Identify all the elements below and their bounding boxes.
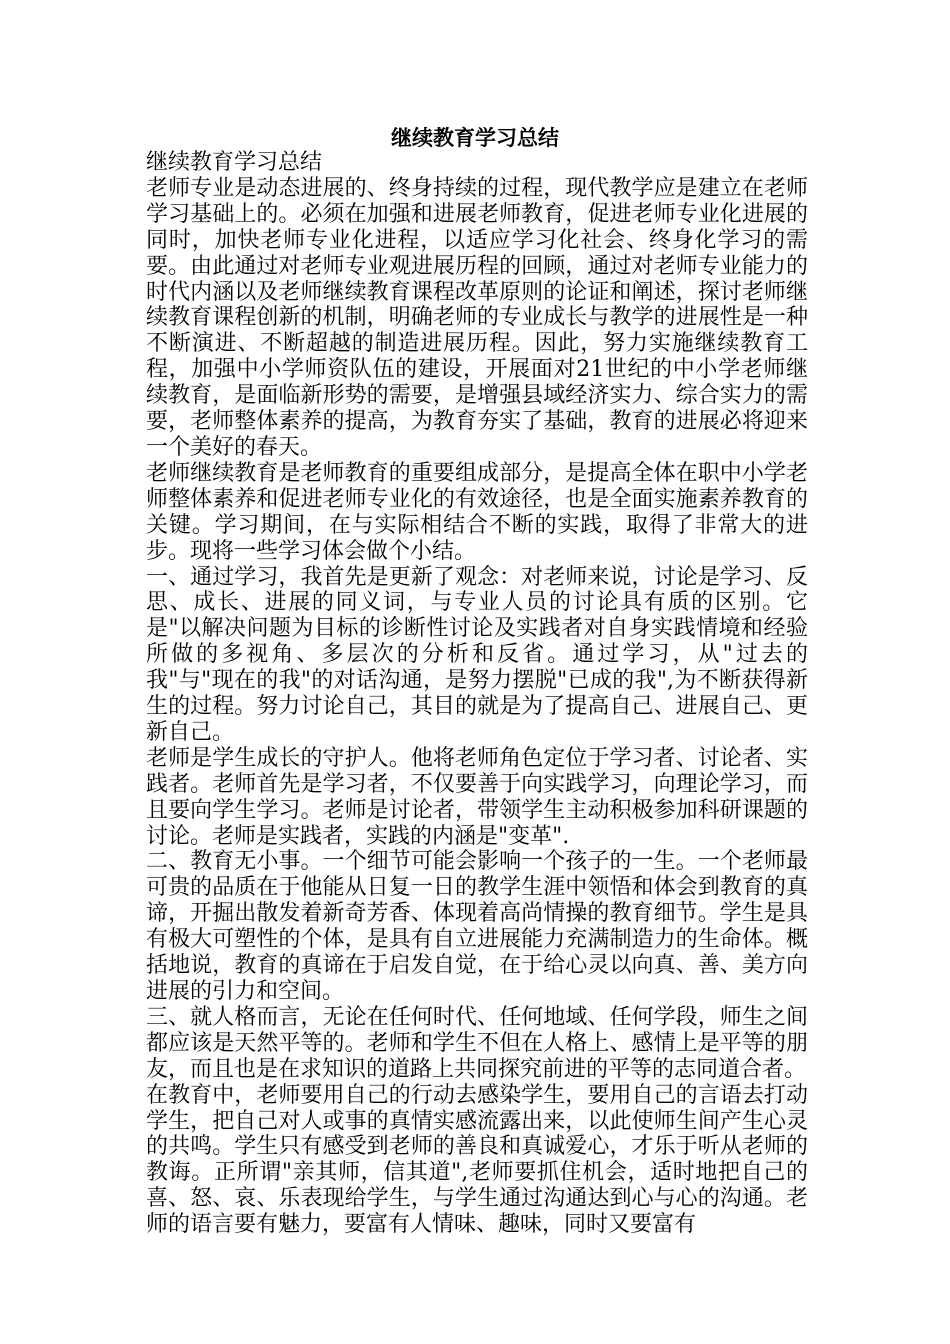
document-title: 继续教育学习总结 (391, 126, 559, 150)
body-paragraph: 继续教育学习总结 (146, 150, 323, 175)
document-body (146, 150, 808, 1238)
body-paragraph: 老师继续教育是老师教育的重要组成部分，是提高全体在职中小学老师整体素养和促进老师专业化的有效途径，也是全面实施素养教育的关键。学习期间，在与实际相结合不断的实践，取得了非常大的进步。现将一些学习体会做个小结。 (146, 460, 808, 564)
body-paragraph: 老师是学生成长的守护人。他将老师角色定位于学习者、讨论者、实践者。老师首先是学习者，不仅要善于向实践学习，向理论学习，而且要向学生学习。老师是讨论者，带领学生主动积极参加科研课题的讨论。老师是实践者，实践的内涵是"变革". (146, 745, 808, 849)
body-paragraph: 三、就人格而言，无论在任何时代、任何地域、任何学段，师生之间都应该是天然平等的。老师和学生不但在人格上、感情上是平等的朋友，而且也是在求知识的道路上共同探究前进的平等的志同道合者。 (146, 1004, 808, 1082)
body-paragraph: 二、教育无小事。一个细节可能会影响一个孩子的一生。一个老师最可贵的品质在于他能从日复一日的教学生涯中领悟和体会到教育的真谛，开掘出散发着新奇芳香、体现着高尚情操的教育细节。学生是具有极大可塑性的个体，是具有自立进展能力充满制造力的生命体。概括地说，教育的真谛在于启发自觉，在于给心灵以向真、善、美方向进展的引力和空间。 (146, 849, 808, 1004)
body-paragraph: 在教育中，老师要用自己的行动去感染学生，要用自己的言语去打动学生，把自己对人或事的真情实感流露出来，以此使师生间产生心灵的共鸣。学生只有感受到老师的善良和真诚爱心，才乐于听从老师的教诲。正所谓"亲其师，信其道",老师要抓住机会，适时地把自己的喜、怒、哀、乐表现给学生，与学生通过沟通达到心与心的沟通。老师的语言要有魅力，要富有人情味、趣味，同时又要富有 (146, 1082, 808, 1238)
body-paragraph: 一、通过学习，我首先是更新了观念：对老师来说，讨论是学习、反思、成长、进展的同义词，与专业人员的讨论具有质的区别。它是"以解决问题为目标的诊断性讨论及实践者对自身实践情境和经验所做的多视角、多层次的分析和反省。通过学习，从"过去的我"与"现在的我"的对话沟通，是努力摆脱"已成的我",为不断获得新生的过程。努力讨论自己，其目的就是为了提高自己、进展自己、更新自己。 (146, 564, 808, 745)
body-paragraph: 老师专业是动态进展的、终身持续的过程，现代教学应是建立在老师学习基础上的。必须在加强和进展老师教育，促进老师专业化进展的同时，加快老师专业化进程，以适应学习化社会、终身化学习的需要。由此通过对老师专业观进展历程的回顾，通过对老师专业能力的时代内涵以及老师继续教育课程改革原则的论证和阐述，探讨老师继续教育课程创新的机制，明确老师的专业成长与教学的进展性是一种不断演进、不断超越的制造进展历程。因此，努力实施继续教育工程，加强中小学师资队伍的建设，开展面对21世纪的中小学老师继续教育，是面临新形势的需要，是增强县域经济实力、综合实力的需要，老师整体素养的提高，为教育夯实了基础，教育的进展必将迎来一个美好的春天。 (146, 175, 808, 460)
